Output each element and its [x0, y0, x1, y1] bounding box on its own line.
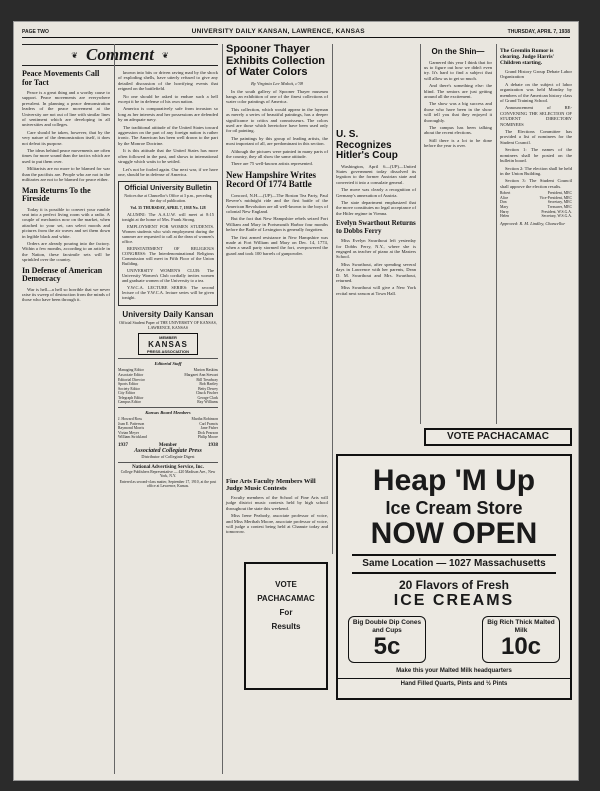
entered-notice: Entered as second-class matter, September 17, 1910, at the post office at Lawrence, Kansas. [119, 480, 217, 489]
paragraph: Miss Swarthout will give a New York recital next season at Town Hall. [336, 285, 416, 296]
paragraph: No one should be asked to endure such a hell except it be in defense of his own nation. [118, 93, 218, 105]
paper-title: UNIVERSITY DAILY KANSAN, LAWRENCE, KANSAS [191, 28, 365, 35]
column-rule [420, 44, 421, 424]
paragraph: Concord, N.H.—(UP)—The Boston Tea Party, Paul Revere's midnight ride and the first battle of the American Revolution are all well-known to the boys of colonial New England. [226, 192, 328, 214]
badge-member: MEMBER [159, 334, 177, 340]
staff-person: Philip Moore [197, 435, 218, 440]
bulletin-item: Y.W.C.A. LECTURE SERIES: The second lecture of the Y.W.C.A. lecture series will be given tonight. [122, 285, 214, 301]
vote-ad-small [424, 428, 572, 446]
article-body [336, 164, 416, 217]
national-advertising: National Advertising Service, Inc. [118, 462, 218, 470]
paragraph: Grand History Group Debate Labor Organization [500, 69, 572, 80]
price-box-cones [348, 616, 426, 663]
masthead-subtitle: Official Student Paper of THE UNIVERSITY OF KANSAS, LAWRENCE, KANSAS [119, 320, 217, 331]
staff-person: Secretary, MEC [547, 200, 572, 205]
staff-role: Don [500, 200, 507, 205]
paragraph: Militarists are no more to be blamed for war than the pacifists are. People who are not in the militaries are not to be blamed for peace either. [22, 166, 110, 183]
press-association-badge [138, 333, 198, 355]
ad-location: Same Location — 1027 Massachusetts [352, 554, 556, 574]
paragraph: The campus has been talking about the recent elections. [424, 124, 492, 136]
collegiate-member: Member [158, 443, 178, 449]
staff-person: Jane Fisher [200, 426, 218, 431]
center-column [226, 44, 328, 472]
paragraph: The move was clearly a recognition of Germany's annexation of Austria. [336, 187, 416, 198]
article-body [22, 90, 110, 183]
article-byline: By Virginia Lee Malott, c'38 [251, 80, 303, 86]
bulletin-issue: Vol. 35 THURSDAY, APRIL 7, 1938 No. 128 [130, 205, 206, 211]
bulletin-items [122, 212, 214, 300]
paragraph: America is comparatively safe from invasion so long as her interests and her possessions are defended by an adequate navy. [118, 106, 218, 123]
staff-person: Carl Francis [199, 421, 218, 426]
article-headline: New Hampshire Writes Record Of 1774 Battle [226, 169, 316, 190]
paragraph: Section 2: The election shall be held in the Union Building. [500, 165, 572, 176]
paragraph: The ideas behind peace movements are often times far more sound than the tactics which are used to put them over. [22, 148, 110, 164]
nominee-list [500, 191, 572, 219]
paragraph: The paintings by this group of leading artists, the most important of all, are predominant in this section. [226, 135, 328, 147]
paragraph: Today it is possible to convert your rumble seat into a perfect living room with a radio. A couple of mechanics now on the market, when attached to your set, can select moods and pictures from the air waves and set them down in legible black and white. [22, 206, 110, 239]
staff-person: Vice-President, MEC [539, 195, 572, 200]
price-row [348, 616, 560, 663]
badge-kansas: KANSAS [148, 339, 188, 349]
masthead-title: University Daily Kansan [122, 310, 214, 320]
paragraph: In the south gallery of Spooner Thayer museum hangs an exhibition of one of the finest collections of water color paintings of America. [226, 88, 328, 105]
article-body [22, 287, 110, 303]
column-rule [114, 44, 115, 774]
paragraph: Miss Evelyn Swarthout left yesterday for Dobbs Ferry, N.Y., where she is engaged as teacher of piano at the Masters School. [336, 238, 416, 260]
vote-ad-text: VOTE PACHACAMAC [446, 431, 550, 442]
paragraph: The first armed resistance in New Hampshire was made at Fort William and Mary on Dec. 14, 1774, when a small party stormed the fort, overpowered the guard and took 100 barrels of gunpowder. [226, 234, 328, 256]
page-number: PAGE TWO [22, 29, 49, 35]
staff-role: Campus Editor [118, 400, 141, 405]
staff-role: Associate Editor [118, 372, 144, 377]
staff-role: Telegraph Editor [118, 395, 144, 400]
staff-person: Ray Williams [197, 400, 218, 405]
paragraph: There are 75 well-known artists represented. [231, 161, 313, 167]
price-value: 10c [500, 633, 542, 660]
paragraph: Miss Swarthout, after spending several days in Lawrence with her parents, Dean D. M. Swarthout and Mrs. Swarthout, returned. [336, 261, 416, 283]
column-rule [222, 44, 223, 774]
ad-headline: Heap 'M Up [372, 464, 536, 497]
associated-collegiate-press: Associated Collegiate Press [134, 448, 202, 455]
paragraph: Although the pictures were painted in many parts of the country, they all show the same attitude. [226, 148, 328, 159]
paragraph: War is hell—a hell so horrible that we never raise its sweep of destruction from the minds of those who have been through it. [22, 286, 110, 303]
staff-role: Alice [500, 195, 509, 200]
paragraph: Let's not be fooled again. Our next war, if we have one, should be in defense of America. [118, 166, 218, 177]
paragraph: But the fact that New Hampshire rebels seized Fort William and Mary in Portsmouth Harbor four months before the Battle of Lexington is generally forgotten. [226, 216, 328, 233]
staff-person: George Clark [197, 395, 218, 400]
vote-ad-line: PACHACAMAC [257, 594, 315, 603]
staff-person: Dick Pearson [197, 430, 218, 435]
staff-role: Vivian Meyer [118, 430, 139, 435]
ad-tagline: Make this your Malted Milk headquarters [396, 668, 512, 674]
collegiate-year-2: 1938 [207, 443, 218, 449]
staff-row [118, 435, 218, 440]
center-column-lower [226, 474, 328, 554]
paragraph: Care should be taken, however, that by the very nature of the demonstration itself, it does not defeat its purpose. [22, 129, 110, 146]
editorial-column [118, 70, 218, 774]
approved-line: Approved: R. M. Lindley, Chancellor [500, 220, 566, 226]
bulletin-item: EMPLOYMENT FOR WOMEN STUDENTS. Women students who wish employment during the summer are requested to call at the dean of women's office. [122, 224, 214, 245]
editorial-body [118, 70, 218, 177]
paragraph: Washington, April 6—(UP)—United States government today dissolved its legation to the former Austrian state and converted it into a consulate general. [336, 163, 416, 185]
bulletin-item: UNIVERSITY WOMEN'S CLUB: The University Women's Club cordially invites women and graduate women of the University to a tea. [122, 268, 214, 284]
board-list [118, 417, 218, 440]
price-value: 5c [373, 633, 401, 660]
staff-person: Treasurer, MEC [547, 204, 572, 209]
article-headline: Peace Movements Call for Tact [22, 69, 100, 87]
paragraph: And there's something else: the blind. The seniors are just getting around all the excitement. [424, 83, 492, 99]
ad-flavors: 20 Flavors of Fresh [398, 578, 510, 592]
staff-person: President, W.S.G.A. [541, 209, 572, 214]
paragraph: The traditional attitude of the United States toward aggression on the part of any foreign nation is rather ironic. The American has been well drawn to the part by the Monroe Doctrine. [118, 124, 218, 146]
vote-ad-line: Results [271, 622, 301, 631]
bulletin-item: ALUMNI: The A.A.U.W. will meet at 8:15 tonight at the home of Mrs. Frank Strong. [122, 212, 214, 223]
staff-person: Chuck Fischer [195, 391, 218, 396]
staff-person: Margaret Ann Stewart [184, 372, 218, 377]
paragraph: Still there is a lot to be done before the year is over. [424, 137, 492, 149]
staff-role: Editorial Director [118, 377, 145, 382]
staff-list [118, 368, 218, 405]
editorial-staff-heading: Editorial Staff [118, 358, 218, 366]
column-body [500, 69, 572, 189]
article-body [226, 495, 328, 535]
price-label: Big Double Dip Cones and Cups [352, 619, 422, 634]
staff-person: President, MEC [547, 191, 572, 196]
staff-role: Society Editor [118, 386, 140, 391]
article-headline: Evelyn Swarthout Returns to Dobbs Ferry [336, 219, 416, 235]
staff-role: Mary [500, 204, 509, 209]
staff-row [500, 214, 572, 219]
vote-ad-line: VOTE [275, 580, 297, 589]
staff-person: Martha Robinson [191, 417, 218, 422]
staff-role: Harry [500, 209, 509, 214]
column-body [424, 60, 492, 149]
column-rule [496, 44, 497, 424]
price-label: Big Rich Thick Malted Milk [487, 619, 555, 634]
ornament-right-icon: ❦ [162, 50, 169, 60]
paragraph: Garnered this year I think that for us to figure out how we didn't even try. It's hard to find a subject that will allow us to get so much. [424, 59, 492, 81]
badge-association: PRESS ASSOCIATION [146, 348, 189, 354]
paragraph: known into bits or driven raving mad by the shock of exploding shells, have utterly refused to give any detailed discussion of the horrifying events that reigned on the battlefield. [118, 70, 218, 92]
ad-ice-creams: ICE CREAMS [393, 592, 515, 609]
collegiate-year-1: 1937 [118, 443, 128, 449]
vote-ad-line: For [279, 608, 293, 617]
paragraph: Peace is a great thing and a worthy cause to support. Peace movements are everywhere prevalent. In planning a peace demonstration leaders of the peace movement at the University are not out of line with similar lines of sentiment which are developing in all universities and colleges. [22, 90, 110, 128]
notices-column [500, 44, 572, 424]
paragraph: Section 1: The names of the nominees shall be posted on the bulletin board. [500, 147, 572, 164]
staff-role: Managing Editor [118, 368, 144, 373]
staff-role: City Editor [118, 391, 135, 396]
paragraph: A debate on the subject of labor organization was held Monday by members of the American history class of Grand Training School. [500, 81, 572, 104]
staff-role: Helen [500, 214, 510, 219]
shin-column [424, 44, 492, 424]
article-body [226, 89, 328, 167]
article-headline: Man Returns To the Fireside [22, 185, 91, 203]
vote-ad-large [244, 562, 328, 690]
ornament-left-icon: ❦ [71, 50, 78, 60]
column-rule [332, 44, 333, 554]
price-box-malted [482, 616, 560, 663]
ad-subheadline: Ice Cream Store [385, 498, 523, 518]
paragraph: This collection, which would appear in the layman as merely a series of beautiful paintings, has a deeper significance to critics and connoisseurs. The colors used are those which heretofore have been used only for oil painting. [226, 106, 328, 134]
ad-now-open: NOW OPEN [370, 517, 538, 550]
staff-role: Raymond Morris [118, 426, 145, 431]
article-body [22, 207, 110, 263]
bulletin-subtitle: Notices due at Chancellor's Office at 3 p.m., preceding the day of publication. [124, 193, 212, 204]
newspaper-page [14, 22, 578, 780]
article-body [226, 193, 328, 256]
article-headline-large: U. S. Recognizes Hitler's Coup [336, 129, 398, 161]
column-headline: On the Shin— [431, 47, 485, 56]
paragraph: The show was a big success and those who have been in the show will tell you that they enjoyed it thoroughly. [424, 101, 492, 123]
comment-banner [22, 44, 218, 66]
staff-role: William Strickland [118, 435, 147, 440]
heap-m-up-ad [336, 454, 572, 700]
paragraph: It is this attitude that the United States has more often followed in the past, and shows to international struggle which waits to be settled. [118, 148, 218, 165]
staff-person: Marion Haskins [193, 368, 218, 373]
bulletin-title: Official University Bulletin [124, 185, 212, 193]
official-bulletin [118, 181, 218, 306]
paragraph: The Elections Committee has provided a list of nominees for the Student Council. [500, 129, 572, 145]
article-headline: Fine Arts Faculty Members Will Judge Music Contests [226, 478, 316, 492]
staff-person: Secretary, W.S.G.A. [541, 214, 572, 219]
board-heading: Kansas Board Members [118, 407, 218, 415]
comment-title: Comment [85, 45, 154, 64]
staff-role: Sports Editor [118, 382, 139, 387]
staff-person: Bill Treadway [196, 377, 218, 382]
staff-person: Bob Hartley [199, 382, 218, 387]
column-headline: The Gremlin Rumor is clearing. Judge Harris' Children starting. [500, 48, 555, 66]
paragraph: Orders are already pouring into the factory. Within a few months, according to an article in the Nation, these facsimile sets will be sprinkled over the country. [22, 240, 110, 263]
staff-role: Joan E. Patterson [118, 421, 145, 426]
issue-date: THURSDAY, APRIL 7, 1938 [507, 29, 570, 35]
article-body [336, 238, 416, 296]
article-headline: In Defense of American Democracy [22, 265, 103, 284]
ad-packaging: Hand Filled Quarts, Pints and ½ Pints [338, 678, 570, 687]
article-headline-large: Spooner Thayer Exhibits Collection of Water Colors [226, 43, 326, 78]
staff-role: Robert [500, 191, 511, 196]
staff-person: Betty Dewey [198, 386, 218, 391]
staff-role: J. Howard Ross [118, 417, 142, 422]
collegiate-digest: Distributor of Collegiate Digest [141, 454, 195, 460]
ad-address: College Publishers Representative — 420 Madison Ave., New York, N.Y. [120, 470, 216, 479]
paragraph: Faculty members of the School of Fine Arts will judge district music contests held by high school throughout the state this weekend. [226, 495, 328, 511]
paragraph: Announcement of RE-CONVENING THE SELECTION OF STUDENT DIRECTORY NOMINEES [500, 105, 572, 127]
paragraph: The state department emphasized that the move constitutes no legal acceptance of the Hitler regime in Vienna. [336, 199, 416, 216]
paragraph: Miss Irene Peabody, associate professor of voice, and Miss Meribah Moore, associate professor of voice, will judge a contest being held at Chanute today and tomorrow. [226, 513, 328, 535]
staff-row [118, 400, 218, 405]
paragraph: Section 3: The Student Council shall approve the election results. [500, 178, 572, 189]
page-header [22, 26, 570, 38]
bulletin-item: REINSTATEMENT OF RELIGIOUS CONGRESS: The Interdenominational Religious Commission will meet in Fifth Floor of the Union Building. [122, 246, 214, 267]
